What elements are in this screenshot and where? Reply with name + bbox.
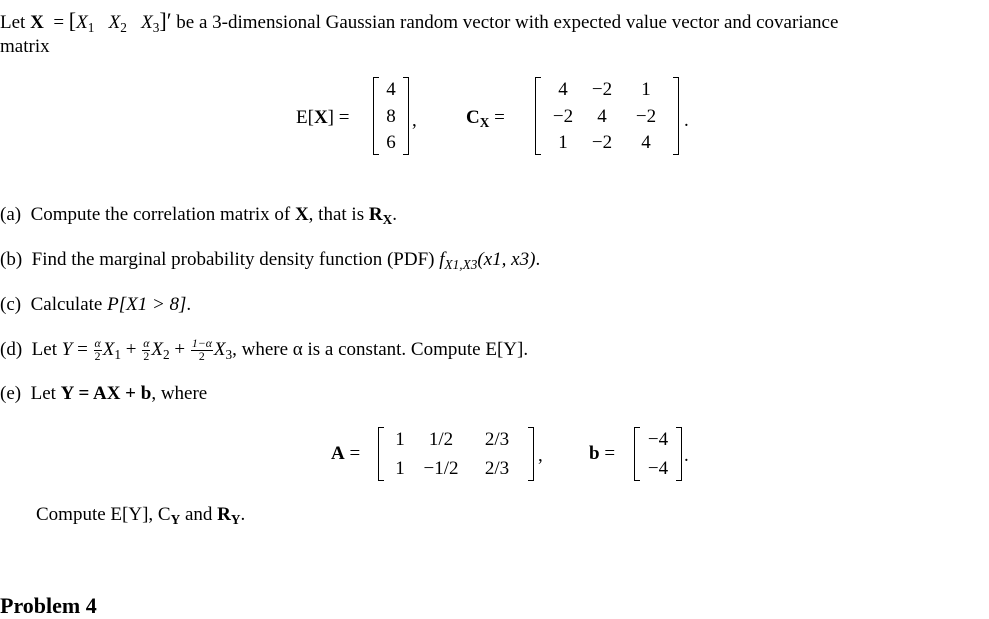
part-c: (c) Calculate P[X1 > 8]. — [0, 294, 192, 315]
vec-comp-x1: $X_1$ — [76, 12, 95, 35]
final-line: Compute E[Y], $C_Y$ and $R_Y$. — [36, 504, 246, 527]
mean-vector — [373, 77, 409, 155]
intro-rest: be a 3-dimensional Gaussian random vector with expected value vector and covariance — [176, 12, 839, 33]
vec-comp-x2: $X_2$ — [108, 12, 127, 35]
part-d: (d) Let Y = $\frac{\alpha}{2}$ $X_1$ + $\frac{\alpha}{2}$ $X_2$ + $\frac{1-\alpha}{2}$ $X_3$, where α is a constant. Compute E[Y]. — [0, 337, 529, 364]
intro-line-2: matrix — [0, 36, 50, 57]
vector-b-label: b = — [589, 443, 616, 464]
mean-entry: 8 — [386, 105, 396, 127]
vector-b: −4 −4 — [634, 427, 682, 481]
matrix-A-label: A = — [331, 443, 361, 464]
mean-entry: 4 — [386, 79, 396, 100]
matrix-A: 1 1/2 2/3 1 −1/2 2/3 — [378, 427, 534, 481]
part-b: (b) Find the marginal probability density function (PDF) $f_{X1,X3}(x1$, x3). — [0, 249, 541, 272]
part-a: (a) Compute the correlation matrix of X, that is $R_X$. — [0, 204, 397, 227]
intro-vector-symbol: X — [30, 12, 44, 33]
mean-label: E[X] = — [296, 107, 350, 128]
cov-label: $C_X$ = — [466, 107, 505, 130]
part-e: (e) Let Y = AX + b, where — [0, 383, 208, 404]
intro-line-1: Let $X = [X_1$ $X_2$ $X_3]'$ be a 3-dimensional Gaussian random vector with expected value vector and covariance — [0, 8, 839, 35]
mean-entry: 6 — [386, 132, 396, 153]
next-problem-heading: Problem 4 — [0, 593, 97, 618]
intro-lead: Let — [0, 12, 26, 33]
covariance-matrix: 4 −2 1 −2 4 −2 1 −2 4 — [535, 77, 679, 155]
vec-comp-x3: $X_3$ — [141, 12, 160, 35]
